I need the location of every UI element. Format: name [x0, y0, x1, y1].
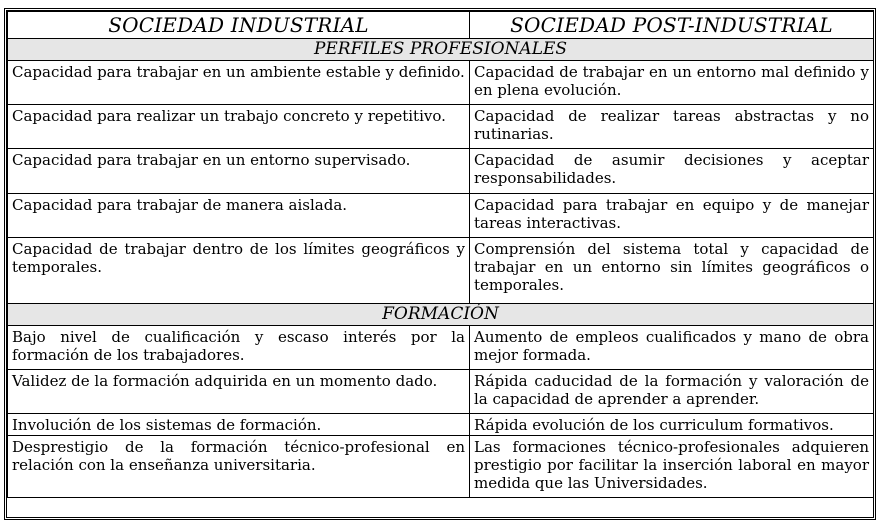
section-title-formacion: FORMACIÓN [8, 304, 874, 326]
cell-industrial: Involución de los sistemas de formación. [8, 414, 470, 436]
comparison-table-frame [4, 8, 876, 520]
table-row [8, 194, 874, 238]
header-row [8, 12, 874, 39]
cell-industrial: Capacidad para trabajar en un ambiente estable y definido. [8, 61, 470, 105]
comparison-table [7, 11, 874, 498]
table-row [8, 149, 874, 194]
table-row [8, 436, 874, 498]
cell-industrial: Desprestigio de la formación técnico-profesional en relación con la enseñanza universitaria. [8, 436, 470, 498]
cell-post-industrial: Comprensión del sistema total y capacidad de trabajar en un entorno sin límites geográficos o temporales. [470, 238, 874, 304]
header-industrial: SOCIEDAD INDUSTRIAL [8, 12, 470, 39]
cell-post-industrial: Rápida caducidad de la formación y valoración de la capacidad de aprender a aprender. [470, 370, 874, 414]
cell-post-industrial: Capacidad de realizar tareas abstractas y no rutinarias. [470, 105, 874, 149]
cell-industrial: Capacidad para realizar un trabajo concreto y repetitivo. [8, 105, 470, 149]
cell-industrial: Bajo nivel de cualificación y escaso interés por la formación de los trabajadores. [8, 326, 470, 370]
table-row [8, 238, 874, 304]
cell-industrial: Capacidad para trabajar de manera aislada. [8, 194, 470, 238]
section-title-perfiles: PERFILES PROFESIONALES [8, 39, 874, 61]
table-row [8, 61, 874, 105]
cell-industrial: Capacidad para trabajar en un entorno supervisado. [8, 149, 470, 194]
cell-industrial: Validez de la formación adquirida en un momento dado. [8, 370, 470, 414]
table-row [8, 326, 874, 370]
cell-post-industrial: Las formaciones técnico-profesionales adquieren prestigio por facilitar la inserción laboral en mayor medida que las Universidades. [470, 436, 874, 498]
cell-post-industrial: Capacidad de trabajar en un entorno mal definido y en plena evolución. [470, 61, 874, 105]
cell-industrial: Capacidad de trabajar dentro de los límites geográficos y temporales. [8, 238, 470, 304]
table-row [8, 105, 874, 149]
section-row [8, 304, 874, 326]
cell-post-industrial: Capacidad para trabajar en equipo y de manejar tareas interactivas. [470, 194, 874, 238]
table-row [8, 370, 874, 414]
header-post-industrial: SOCIEDAD POST-INDUSTRIAL [470, 12, 874, 39]
cell-post-industrial: Capacidad de asumir decisiones y aceptar responsabilidades. [470, 149, 874, 194]
table-row [8, 414, 874, 436]
cell-post-industrial: Aumento de empleos cualificados y mano de obra mejor formada. [470, 326, 874, 370]
section-row [8, 39, 874, 61]
cell-post-industrial: Rápida evolución de los curriculum formativos. [470, 414, 874, 436]
